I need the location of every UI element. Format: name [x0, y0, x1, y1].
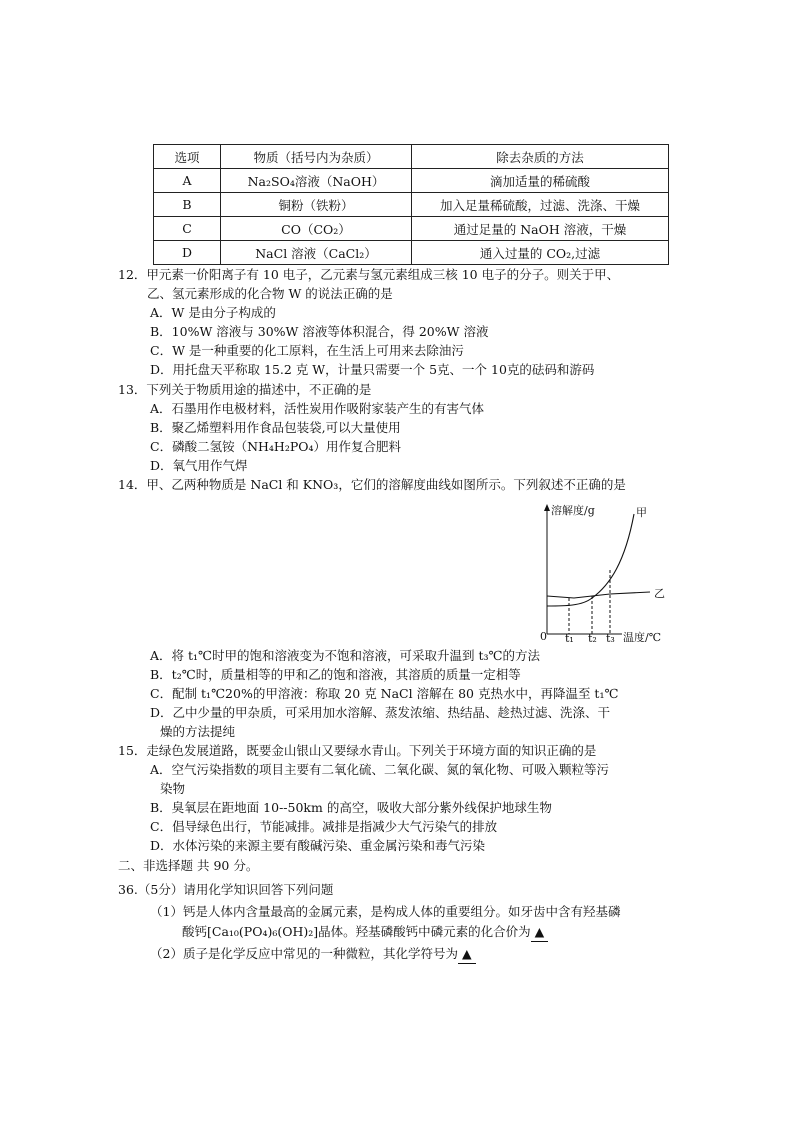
q12-option-c: C．W 是一种重要的化工原料，在生活上可用来去除油污	[150, 343, 464, 358]
table-cell: 铜粉（铁粉）	[221, 193, 412, 217]
q36-part1-line2	[182, 923, 548, 942]
series-label-jia: 甲	[636, 506, 647, 519]
table-cell: 通入过量的 CO₂,过滤	[412, 241, 669, 265]
q13-option-d: D．氧气用作气焊	[150, 458, 248, 473]
q13-stem: 13．下列关于物质用途的描述中，不正确的是	[118, 382, 372, 397]
q12-option-d: D．用托盘天平称取 15.2 克 W，计量只需要一个 5克、一个 10克的砝码和游码	[150, 362, 595, 377]
q15-option-c: C．倡导绿色出行，节能减排。减排是指减少大气污染气的排放	[150, 819, 498, 834]
q36-part2	[150, 945, 476, 964]
q36-stem: 36.（5分）请用化学知识回答下列问题	[118, 882, 334, 897]
q12-option-a: A．W 是由分子构成的	[150, 305, 276, 320]
table-cell: 加入足量稀硫酸，过滤、洗涤、干燥	[412, 193, 669, 217]
q14-option-d-line1: D．乙中少量的甲杂质，可采用加水溶解、蒸发浓缩、热结晶、趁热过滤、洗涤、干	[150, 705, 611, 720]
q14-stem: 14．甲、乙两种物质是 NaCl 和 KNO₃，它们的溶解度曲线如图所示。下列叙述不正确的是	[118, 477, 626, 492]
q36-part2-text: （2）质子是化学反应中常见的一种微粒，其化学符号为	[150, 946, 458, 961]
table-cell: C	[154, 217, 221, 241]
q15-option-d: D．水体污染的来源主要有酸碱污染、重金属污染和毒气污染	[150, 838, 486, 853]
origin-label: 0	[540, 630, 547, 642]
q12-stem-line2: 乙、氢元素形成的化合物 W 的说法正确的是	[147, 286, 393, 301]
table-cell: Na₂SO₄溶液（NaOH）	[221, 169, 412, 193]
table-cell: NaCl 溶液（CaCl₂）	[221, 241, 412, 265]
table-row	[154, 217, 669, 241]
q14-option-b: B．t₂℃时，质量相等的甲和乙的饱和溶液，其溶质的质量一定相等	[150, 667, 521, 682]
q15-option-b: B．臭氧层在距地面 10--50km 的高空，吸收大部分紫外线保护地球生物	[150, 800, 552, 815]
x-tick-t2: t₂	[588, 632, 597, 642]
table-cell: D	[154, 241, 221, 265]
q15-option-a-line1: A．空气污染指数的项目主要有二氧化硫、二氧化碳、氮的氧化物、可吸入颗粒等污	[150, 762, 610, 777]
options-table	[153, 144, 669, 265]
answer-blank: ▲	[531, 923, 549, 942]
table-cell: 滴加适量的稀硫酸	[412, 169, 669, 193]
q15-option-a-line2: 染物	[160, 781, 186, 796]
table-cell: B	[154, 193, 221, 217]
x-tick-t1: t₁	[565, 632, 574, 642]
table-row	[154, 193, 669, 217]
q14-option-a: A．将 t₁℃时甲的饱和溶液变为不饱和溶液，可采取升温到 t₃℃的方法	[150, 648, 541, 663]
q13-option-c: C．磷酸二氢铵（NH₄H₂PO₄）用作复合肥料	[150, 439, 401, 454]
q12-option-b: B．10%W 溶液与 30%W 溶液等体积混合，得 20%W 溶液	[150, 324, 489, 339]
section-heading: 二、非选择题 共 90 分。	[118, 858, 259, 873]
answer-blank: ▲	[458, 945, 476, 964]
table-cell: 通过足量的 NaOH 溶液，干燥	[412, 217, 669, 241]
table-cell: A	[154, 169, 221, 193]
y-axis-label: 溶解度/g	[551, 504, 595, 517]
table-cell: CO（CO₂）	[221, 217, 412, 241]
q36-part1-line1: （1）钙是人体内含量最高的金属元素，是构成人体的重要组分。如牙齿中含有羟基磷	[150, 904, 621, 919]
q36-part1-text: 酸钙[Ca₁₀(PO₄)₆(OH)₂]晶体。羟基磷酸钙中磷元素的化合价为	[182, 924, 531, 939]
y-axis-arrow	[544, 504, 550, 511]
series-label-yi: 乙	[654, 587, 665, 600]
q13-option-a: A．石墨用作电极材料，活性炭用作吸附家装产生的有害气体	[150, 401, 485, 416]
q14-option-d-line2: 燥的方法提纯	[160, 724, 236, 739]
table-row	[154, 241, 669, 265]
table-header: 除去杂质的方法	[412, 145, 669, 169]
x-axis-label: 温度/℃	[623, 631, 662, 642]
series-jia-curve	[547, 514, 634, 606]
q15-stem: 15．走绿色发展道路，既要金山银山又要绿水青山。下列关于环境方面的知识正确的是	[118, 743, 597, 758]
table-header: 选项	[154, 145, 221, 169]
table-header: 物质（括号内为杂质）	[221, 145, 412, 169]
q14-option-c: C．配制 t₁℃20%的甲溶液：称取 20 克 NaCl 溶解在 80 克热水中，再降温至 t₁℃	[150, 686, 619, 701]
q13-option-b: B．聚乙烯塑料用作食品包装袋,可以大量使用	[150, 420, 401, 435]
solubility-chart	[530, 502, 680, 642]
x-tick-t3: t₃	[606, 632, 615, 642]
q12-stem-line1: 12．甲元素一价阳离子有 10 电子，乙元素与氢元素组成三核 10 电子的分子。则关于甲、	[118, 267, 620, 282]
table-row	[154, 169, 669, 193]
